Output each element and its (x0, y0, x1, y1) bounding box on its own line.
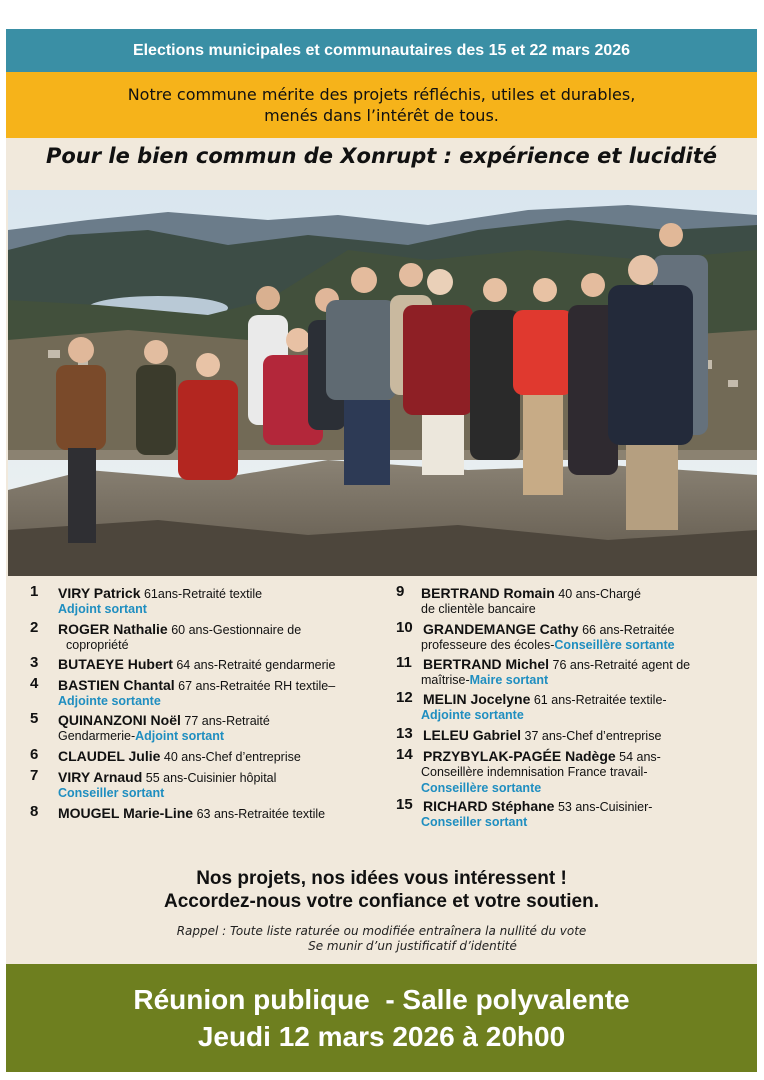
candidate-age: 40 ans- (558, 587, 600, 601)
candidate-age: 55 ans- (145, 771, 188, 785)
candidate-job: Retraitée (623, 623, 675, 637)
candidate-name: VIRY Arnaud (58, 769, 143, 785)
candidate-number: 2 (30, 619, 39, 636)
candidate-job: Retraitée textile- (575, 693, 667, 707)
candidate-job: Retraitée textile (238, 807, 326, 821)
candidate-14 (396, 746, 751, 799)
reminder-line-2: Se munir d’un justificatif d’identité (308, 939, 517, 953)
candidate-role: Adjoint sortant (58, 602, 147, 616)
election-title: Elections municipales et communautaires des 15 et 22 mars 2026 (132, 41, 631, 59)
motto-line-2: menés dans l’intérêt de tous. (264, 106, 499, 125)
candidate-name: QUINANZONI Noël (58, 712, 181, 728)
candidate-age: 77 ans- (184, 714, 227, 728)
candidate-number: 10 (396, 619, 413, 636)
candidate-name: GRANDEMANGE Cathy (423, 621, 579, 637)
candidate-role: Adjointe sortante (58, 694, 161, 708)
candidate-age: 40 ans- (163, 750, 206, 764)
candidate-number: 7 (30, 767, 39, 784)
candidate-name: BUTAEYE Hubert (58, 656, 173, 672)
candidate-age: 63 ans- (196, 807, 239, 821)
call-line-1: Nos projets, nos idées vous intéressent ! (196, 868, 567, 889)
candidate-job: Chef d’entreprise (205, 750, 301, 764)
motto-line-1: Notre commune mérite des projets réfléchis, utiles et durables, (127, 85, 636, 104)
candidate-age: 61 ans- (533, 693, 576, 707)
candidate-name: VIRY Patrick (58, 585, 141, 601)
candidate-age: 60 ans- (171, 623, 213, 637)
candidate-age: 53 ans- (557, 800, 600, 814)
candidate-job: Retraité (226, 714, 270, 728)
candidate-13 (396, 725, 751, 746)
candidate-age: 37 ans- (524, 729, 567, 743)
candidate-name: CLAUDEL Julie (58, 748, 161, 764)
meeting-date: Jeudi 12 mars 2026 à 20h00 (197, 1021, 566, 1052)
candidate-15 (396, 796, 751, 833)
candidate-2 (30, 619, 390, 656)
call-line-2: Accordez-nous votre confiance et votre soutien. (164, 891, 599, 912)
candidate-name: BERTRAND Michel (423, 656, 550, 672)
candidate-age: 61ans- (143, 587, 183, 601)
candidate-job: Retraitée RH textile– (219, 679, 336, 693)
candidate-job: Retraité textile (182, 587, 263, 601)
candidate-job-continued: Conseillère indemnisation France travail- (421, 765, 648, 779)
group-photo (8, 190, 757, 576)
candidate-1 (30, 583, 390, 620)
candidate-job-continued: de clientèle bancaire (421, 602, 536, 616)
candidate-role: Maire sortant (469, 673, 549, 687)
candidate-role: Conseiller sortant (58, 786, 165, 800)
candidate-age: 54 ans- (619, 750, 661, 764)
candidate-number: 15 (396, 796, 413, 813)
candidate-name: BASTIEN Chantal (58, 677, 175, 693)
candidate-number: 14 (396, 746, 413, 763)
candidate-number: 3 (30, 654, 39, 671)
candidate-job: Retraité gendarmerie (218, 658, 336, 672)
candidate-name: RICHARD Stéphane (423, 798, 555, 814)
candidate-number: 5 (30, 710, 39, 727)
candidate-job-continued: copropriété (66, 638, 129, 652)
candidate-name: BERTRAND Romain (421, 585, 555, 601)
candidate-age: 64 ans- (176, 658, 219, 672)
candidate-4 (30, 675, 390, 712)
candidate-job: Retraité agent de (594, 658, 691, 672)
candidate-name: LELEU Gabriel (423, 727, 522, 743)
candidate-age: 67 ans- (178, 679, 220, 693)
voting-reminder (6, 924, 757, 954)
candidate-7 (30, 767, 390, 804)
candidate-role: Adjointe sortante (421, 708, 524, 722)
candidate-name: ROGER Nathalie (58, 621, 168, 637)
candidate-12 (396, 689, 751, 726)
reminder-line-1: Rappel : Toute liste raturée ou modifiée entraînera la nullité du vote (176, 924, 587, 938)
candidate-number: 1 (30, 583, 39, 600)
candidate-job: Cuisinier hôpital (187, 771, 277, 785)
election-banner (6, 29, 757, 72)
candidate-job-continued: maîtrise- (421, 673, 470, 687)
meeting-place: Réunion publique - Salle polyvalente (133, 984, 630, 1015)
candidate-role: Conseiller sortant (421, 815, 528, 829)
candidate-job-continued: professeure des écoles- (421, 638, 555, 652)
candidate-job: Gestionnaire de (212, 623, 302, 637)
candidate-role: Conseillère sortante (554, 638, 675, 652)
candidate-number: 13 (396, 725, 413, 742)
candidate-9 (396, 583, 751, 620)
candidate-8 (30, 803, 390, 824)
candidate-number: 9 (396, 583, 405, 600)
candidate-age: 66 ans- (582, 623, 624, 637)
candidate-number: 11 (396, 654, 412, 671)
candidate-job: Cuisinier- (599, 800, 653, 814)
candidate-role: Conseillère sortante (421, 781, 542, 795)
candidate-job: Chargé (599, 587, 641, 601)
candidate-job-continued: Gendarmerie- (58, 729, 136, 743)
candidate-name: PRZYBYLAK-PAGÉE Nadège (423, 748, 616, 764)
candidate-job: Chef d’entreprise (566, 729, 662, 743)
candidate-age: 76 ans- (552, 658, 595, 672)
candidate-number: 8 (30, 803, 39, 820)
candidate-11 (396, 654, 751, 691)
candidate-5 (30, 710, 390, 747)
candidate-number: 12 (396, 689, 413, 706)
motto-banner (6, 72, 757, 138)
call-to-action (6, 867, 757, 913)
candidate-number: 4 (30, 675, 39, 692)
meeting-banner (6, 964, 757, 1072)
candidate-role: Adjoint sortant (135, 729, 225, 743)
candidate-6 (30, 746, 390, 767)
candidate-10 (396, 619, 751, 656)
campaign-headline: Pour le bien commun de Xonrupt : expérience et lucidité (45, 144, 718, 168)
candidate-name: MOUGEL Marie-Line (58, 805, 194, 821)
candidate-number: 6 (30, 746, 39, 763)
candidate-3 (30, 654, 390, 675)
candidate-name: MELIN Jocelyne (423, 691, 531, 707)
